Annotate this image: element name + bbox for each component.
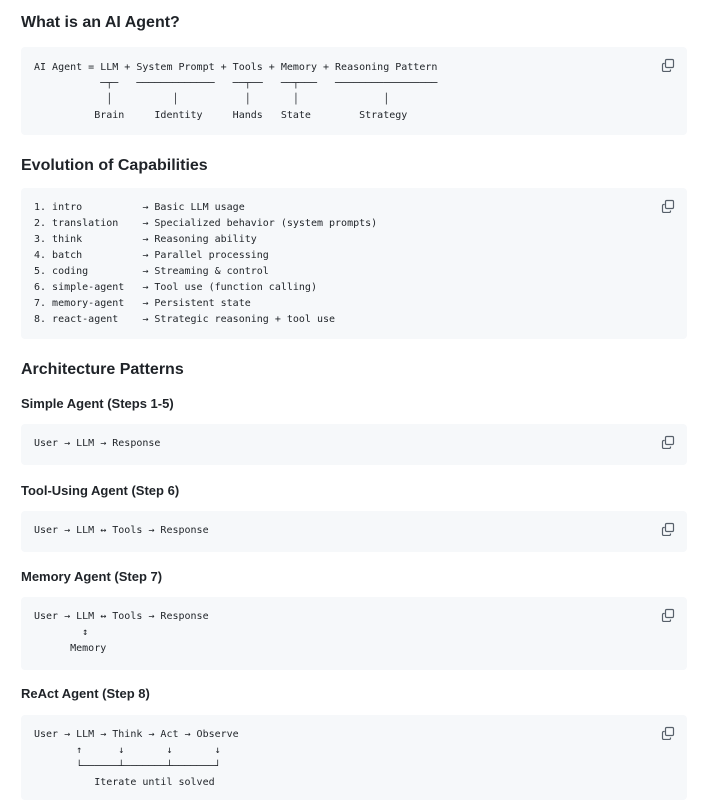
copy-icon[interactable] (661, 435, 675, 449)
heading-react-agent: ReAct Agent (Step 8) (21, 686, 150, 701)
heading-memory-agent: Memory Agent (Step 7) (21, 569, 163, 584)
code-block-agent-formula (21, 47, 687, 135)
code-simple-agent: User → LLM → Response (34, 438, 161, 449)
copy-icon[interactable] (661, 199, 675, 213)
heading-simple-agent: Simple Agent (Steps 1-5) (21, 396, 174, 411)
code-react-agent: User → LLM → Think → Act → Observe ↑ ↓ ↓ ↓ └──────┴───────┴───────┘ Iterate until solved (34, 729, 239, 788)
copy-icon[interactable] (661, 58, 675, 72)
code-evolution-list: 1. intro → Basic LLM usage 2. translation → Specialized behavior (system prompts) 3. think → Reasoning ability 4. batch → Parallel processing 5. coding → Streaming & control 6. simple-agent → Tool use (function calling) 7. memory-agent → Persistent state 8. react-agent → Strategic reasoning + tool use (34, 202, 378, 325)
heading-evolution: Evolution of Capabilities (21, 157, 208, 174)
copy-icon[interactable] (661, 608, 675, 622)
code-block-tool-agent (21, 511, 687, 552)
heading-what-is-ai-agent: What is an AI Agent? (21, 14, 180, 31)
code-block-evolution (21, 188, 687, 339)
copy-icon[interactable] (661, 522, 675, 536)
code-block-memory-agent (21, 597, 687, 670)
code-memory-agent: User → LLM ↔ Tools → Response ↕ Memory (34, 611, 209, 654)
code-agent-formula: AI Agent = LLM + System Prompt + Tools + Memory + Reasoning Pattern ─┬─ ───────────── ──┬── ──┬─── ───────────────── │ │ │ │ │ Brain Identity Hands State Strategy (34, 62, 438, 121)
code-block-simple-agent (21, 424, 687, 465)
copy-icon[interactable] (661, 726, 675, 740)
code-tool-agent: User → LLM ↔ Tools → Response (34, 525, 209, 536)
heading-architecture-patterns: Architecture Patterns (21, 361, 184, 378)
code-block-react-agent (21, 715, 687, 800)
heading-tool-agent: Tool-Using Agent (Step 6) (21, 483, 180, 498)
